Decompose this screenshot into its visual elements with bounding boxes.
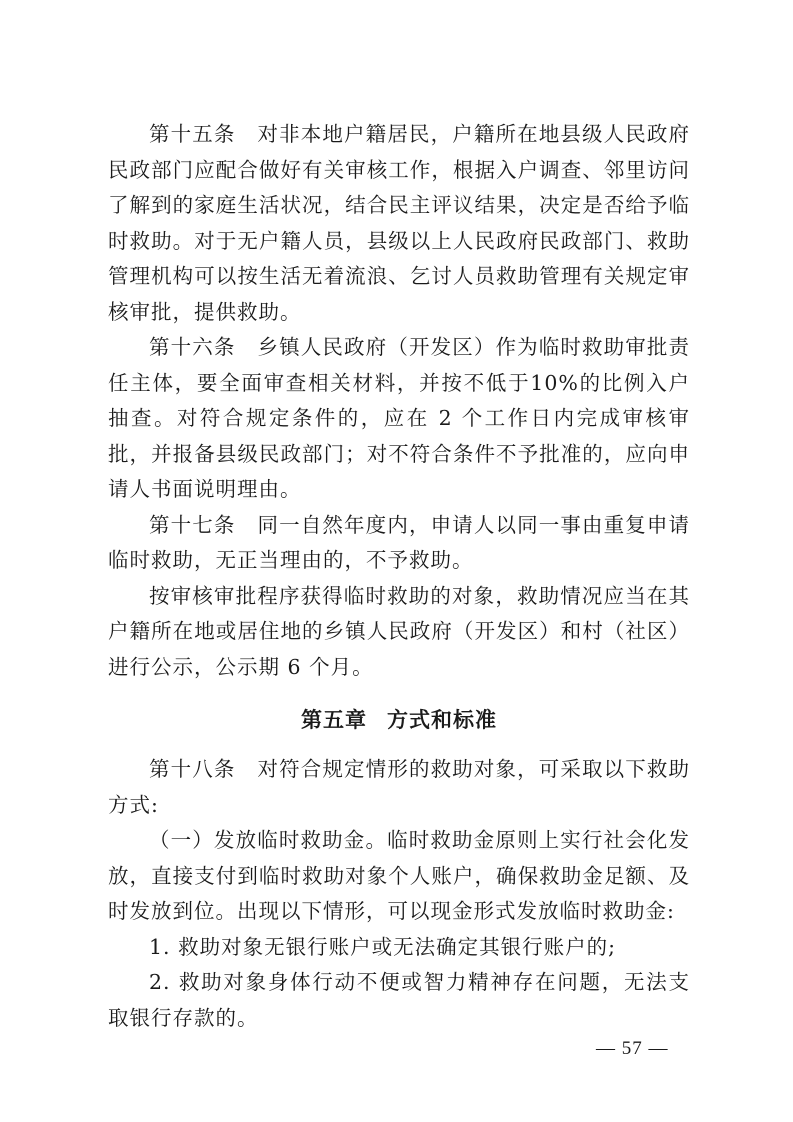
- article-15-number: 第十五条: [149, 122, 236, 146]
- page-number: — 57 —: [596, 1038, 669, 1059]
- article-16-text: 乡镇人民政府（开发区）作为临时救助审批责任主体，要全面审查相关材料，并按不低于10%的比例入户抽查。对符合规定条件的，应在 2 个工作日内完成审核审批，并报备县级民政部门；对不符合条件不予批准的，应向申请人书面说明理由。: [108, 335, 691, 501]
- article-15-paragraph: [108, 117, 690, 330]
- sub-item-1: 1. 救助对象无银行账户或无法确定其银行账户的;: [149, 934, 616, 959]
- article-15-text: 对非本地户籍居民，户籍所在地县级人民政府民政部门应配合做好有关审核工作，根据入户调查、邻里访问了解到的家庭生活状况，结合民主评议结果，决定是否给予临时救助。对于无户籍人员，县级以上人民政府民政部门、救助管理机构可以按生活无着流浪、乞讨人员救助管理有关规定审核审批，提供救助。: [108, 122, 691, 324]
- article-16-number: 第十六条: [149, 335, 236, 359]
- item-1-paragraph: （一）发放临时救助金。临时救助金原则上实行社会化发放，直接支付到临时救助对象个人账户，确保救助金足额、及时发放到位。出现以下情形，可以现金形式发放临时救助金:: [108, 828, 690, 923]
- article-18-number: 第十八条: [149, 757, 236, 781]
- article-18-paragraph: [108, 752, 690, 823]
- chapter-heading: [108, 705, 690, 735]
- article-16-paragraph: [108, 330, 690, 508]
- article-18-text: 对符合规定情形的救助对象，可采取以下救助方式:: [108, 757, 691, 817]
- article-17-paragraph: [108, 508, 690, 579]
- article-17-text: 同一自然年度内，申请人以同一事由重复申请临时救助，无正当理由的，不予救助。: [108, 512, 691, 572]
- article-17-number: 第十七条: [149, 512, 236, 537]
- document-body: [108, 117, 690, 1036]
- sub-item-2: 2. 救助对象身体行动不便或智力精神存在问题，无法支取银行存款的。: [108, 970, 690, 1030]
- chapter-number: 第五章: [301, 708, 367, 732]
- article-17-publicity-paragraph: 按审核审批程序获得临时救助的对象，救助情况应当在其户籍所在地或居住地的乡镇人民政府（开发区）和村（社区）进行公示，公示期 6 个月。: [108, 583, 690, 679]
- chapter-title: 方式和标准: [387, 708, 497, 732]
